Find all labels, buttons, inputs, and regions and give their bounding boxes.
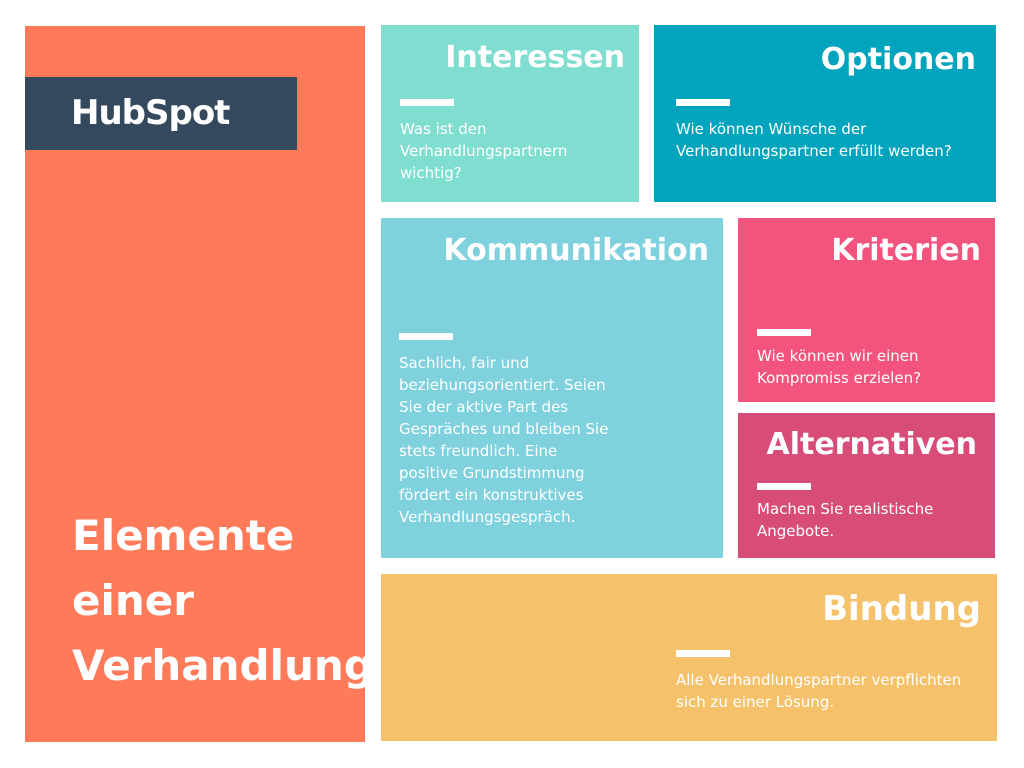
tile-optionen-heading: Optionen: [820, 42, 976, 77]
tile-alternativen-text: Machen Sie realistische Angebote.: [757, 500, 934, 540]
tile-interessen: [381, 25, 639, 202]
tile-bindung: [381, 574, 997, 741]
tile-bindung-text: Alle Verhandlungspartner verpflichten sich zu einer Lösung.: [676, 671, 962, 711]
tile-alternativen-divider: [757, 483, 811, 490]
tile-interessen-heading: Interessen: [445, 40, 625, 75]
tile-kommunikation-heading: Kommunikation: [443, 233, 709, 268]
tile-bindung-heading: Bindung: [822, 589, 981, 629]
tile-alternativen: [738, 413, 995, 558]
hubspot-logo-band: [25, 77, 297, 150]
tile-kommunikation: [381, 218, 723, 558]
tile-interessen-divider: [400, 99, 454, 106]
page-title-line-1: Elemente: [72, 511, 295, 560]
hubspot-logo: HubSpot: [71, 93, 230, 133]
tile-optionen-divider: [676, 99, 730, 106]
tile-optionen: [654, 25, 996, 202]
tile-kommunikation-text: Sachlich, fair und beziehungsorientiert. Seien Sie der aktive Part des Gespräches und bleiben Sie stets freundlich. Eine positive Grundstimmung fördert ein konstruktives Verhandlungsgespräch.: [399, 354, 609, 526]
tile-alternativen-heading: Alternativen: [766, 427, 977, 462]
left-title-panel: [25, 26, 374, 742]
tile-bindung-divider: [676, 650, 730, 657]
tile-kommunikation-divider: [399, 333, 453, 340]
tile-kriterien: [738, 218, 995, 402]
tile-kriterien-heading: Kriterien: [831, 233, 981, 268]
tile-optionen-text: Wie können Wünsche der Verhandlungspartner erfüllt werden?: [676, 120, 952, 160]
tile-kriterien-divider: [757, 329, 811, 336]
page-title: [72, 503, 374, 698]
tile-interessen-text: Was ist den Verhandlungspartnern wichtig?: [400, 120, 568, 182]
tile-kriterien-text: Wie können wir einen Kompromiss erzielen?: [757, 347, 922, 387]
page-title-line-2: einer: [72, 576, 194, 625]
page-title-line-3: Verhandlung: [72, 641, 374, 690]
